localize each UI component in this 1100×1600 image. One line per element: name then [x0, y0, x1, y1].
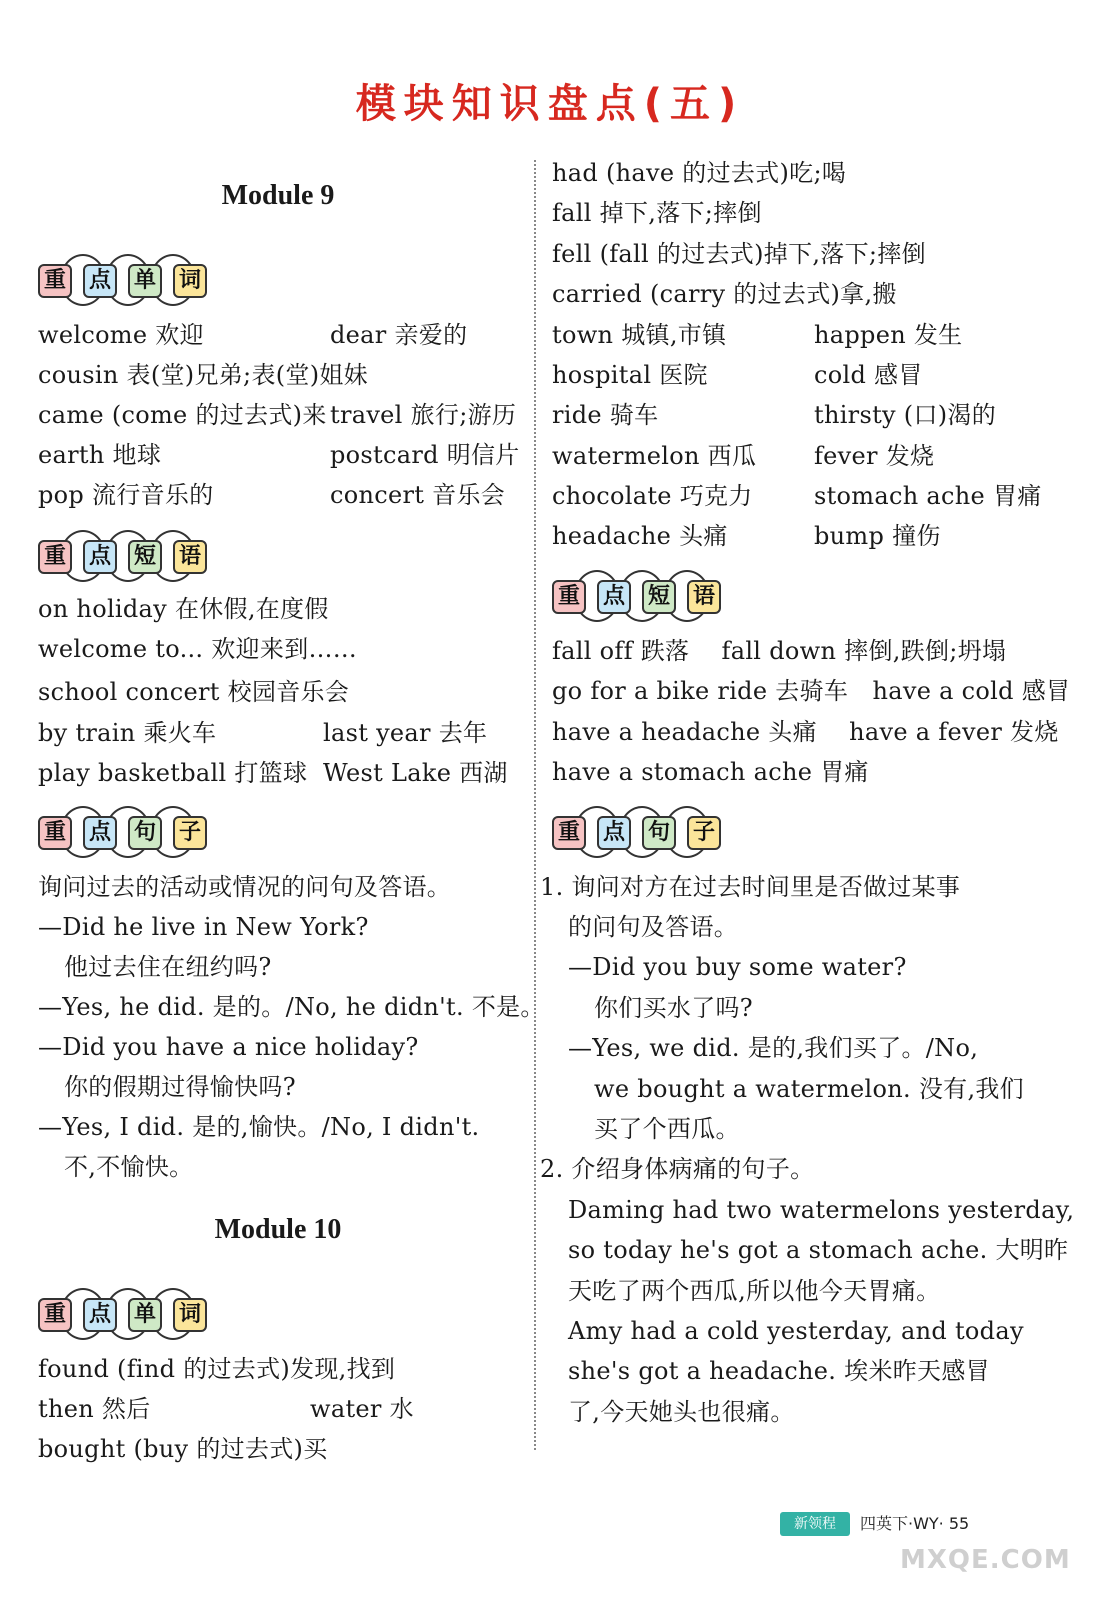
badge-char: 短 — [642, 580, 676, 614]
badge-char: 句 — [642, 816, 676, 850]
sentence-line: 询问过去的活动或情况的问句及答语。 — [38, 873, 452, 901]
column-divider — [534, 160, 536, 1450]
badge-char: 重 — [38, 816, 72, 850]
badge-char: 语 — [173, 540, 207, 574]
word-item: thirsty (口)渴的 — [814, 401, 997, 429]
badge-char: 点 — [597, 816, 631, 850]
sentence-line: 天吃了两个西瓜,所以他今天胃痛。 — [568, 1277, 941, 1305]
brand-tag: 新领程 — [780, 1512, 850, 1536]
sentence-line: —Did you have a nice holiday? — [38, 1033, 419, 1061]
section-badge-key-sentences — [38, 804, 218, 864]
phrase-item: welcome to... 欢迎来到…… — [38, 635, 358, 663]
sentence-line: —Yes, we did. 是的,我们买了。/No, — [568, 1034, 979, 1062]
badge-char: 点 — [83, 1298, 117, 1332]
sentence-line: she's got a headache. 埃米昨天感冒 — [568, 1357, 990, 1385]
phrase-item: go for a bike ride 去骑车 have a cold 感冒 — [552, 677, 1071, 705]
word-item: fever 发烧 — [814, 442, 935, 470]
word-item: travel 旅行;游历 — [330, 401, 517, 429]
sentence-line: 1. 询问对方在过去时间里是否做过某事 — [540, 873, 961, 901]
badge-char: 重 — [552, 580, 586, 614]
phrase-item: play basketball 打篮球 — [38, 759, 308, 787]
section-badge-key-sentences-10 — [552, 804, 732, 864]
module-9-title: Module 9 — [221, 180, 335, 211]
word-item: concert 音乐会 — [330, 481, 506, 509]
phrase-item: fall off 跌落 fall down 摔倒,跌倒;坍塌 — [552, 637, 1007, 665]
module-10-title: Module 10 — [214, 1214, 342, 1245]
word-item: happen 发生 — [814, 321, 963, 349]
badge-char: 词 — [173, 1298, 207, 1332]
word-item: postcard 明信片 — [330, 441, 520, 469]
badge-char: 单 — [128, 264, 162, 298]
page-title: 模块知识盘点(五) — [355, 81, 745, 127]
word-item: hospital 医院 — [552, 361, 708, 389]
badge-char: 子 — [173, 816, 207, 850]
section-badge-key-phrases — [38, 528, 218, 588]
word-item: found (find 的过去式)发现,找到 — [38, 1355, 396, 1383]
word-item: bought (buy 的过去式)买 — [38, 1435, 328, 1463]
word-item: welcome 欢迎 — [38, 321, 204, 349]
badge-char: 语 — [687, 580, 721, 614]
phrase-item: have a headache 头痛 have a fever 发烧 — [552, 718, 1059, 746]
word-item: had (have 的过去式)吃;喝 — [552, 159, 847, 187]
phrase-item: by train 乘火车 — [38, 719, 217, 747]
sentence-line: —Yes, I did. 是的,愉快。/No, I didn't. — [38, 1113, 480, 1141]
sentence-line: 的问句及答语。 — [568, 913, 739, 941]
sentence-line: 他过去住在纽约吗? — [64, 953, 272, 981]
badge-char: 重 — [38, 540, 72, 574]
badge-char: 重 — [38, 264, 72, 298]
section-badge-key-words-10 — [38, 1286, 218, 1346]
badge-char: 点 — [83, 816, 117, 850]
sentence-line: 你们买水了吗? — [594, 994, 753, 1022]
sentence-line: we bought a watermelon. 没有,我们 — [594, 1075, 1024, 1103]
section-badge-key-words — [38, 252, 218, 312]
sentence-line: 2. 介绍身体病痛的句子。 — [540, 1155, 815, 1183]
phrase-item: on holiday 在休假,在度假 — [38, 595, 329, 623]
word-item: stomach ache 胃痛 — [814, 482, 1042, 510]
badge-char: 词 — [173, 264, 207, 298]
word-item: bump 撞伤 — [814, 522, 941, 550]
sentence-line: 了,今天她头也很痛。 — [568, 1398, 795, 1426]
word-item: headache 头痛 — [552, 522, 728, 550]
phrase-item: West Lake 西湖 — [323, 759, 508, 787]
word-item: water 水 — [310, 1395, 414, 1423]
badge-char: 重 — [552, 816, 586, 850]
word-item: cold 感冒 — [814, 361, 923, 389]
page-footer: 四英下·WY· 55 — [860, 1514, 970, 1533]
word-item: cousin 表(堂)兄弟;表(堂)姐妹 — [38, 361, 368, 389]
word-item: chocolate 巧克力 — [552, 482, 753, 510]
word-item: then 然后 — [38, 1395, 151, 1423]
badge-char: 点 — [597, 580, 631, 614]
sentence-line: 不,不愉快。 — [64, 1153, 194, 1181]
sentence-line: Daming had two watermelons yesterday, — [568, 1196, 1075, 1224]
word-item: dear 亲爱的 — [330, 321, 468, 349]
phrase-item: last year 去年 — [323, 719, 488, 747]
badge-char: 点 — [83, 540, 117, 574]
badge-char: 单 — [128, 1298, 162, 1332]
badge-char: 短 — [128, 540, 162, 574]
word-item: fell (fall 的过去式)掉下,落下;摔倒 — [552, 240, 926, 268]
word-item: carried (carry 的过去式)拿,搬 — [552, 280, 897, 308]
phrase-item: school concert 校园音乐会 — [38, 678, 350, 706]
word-item: ride 骑车 — [552, 401, 659, 429]
sentence-line: —Yes, he did. 是的。/No, he didn't. 不是。 — [38, 993, 545, 1021]
badge-char: 重 — [38, 1298, 72, 1332]
sentence-line: 你的假期过得愉快吗? — [64, 1073, 296, 1101]
badge-char: 句 — [128, 816, 162, 850]
sentence-line: 买了个西瓜。 — [594, 1115, 740, 1143]
watermark: MXQE.COM — [900, 1545, 1071, 1575]
phrase-item: have a stomach ache 胃痛 — [552, 758, 869, 786]
word-item: pop 流行音乐的 — [38, 481, 214, 509]
word-item: fall 掉下,落下;摔倒 — [552, 199, 762, 227]
word-item: watermelon 西瓜 — [552, 442, 757, 470]
word-item: town 城镇,市镇 — [552, 321, 727, 349]
badge-char: 点 — [83, 264, 117, 298]
word-item: earth 地球 — [38, 441, 162, 469]
sentence-line: so today he's got a stomach ache. 大明昨 — [568, 1236, 1069, 1264]
badge-char: 子 — [687, 816, 721, 850]
sentence-line: —Did you buy some water? — [568, 953, 907, 981]
sentence-line: —Did he live in New York? — [38, 913, 369, 941]
word-item: came (come 的过去式)来 — [38, 401, 327, 429]
section-badge-key-phrases-10 — [552, 568, 732, 628]
sentence-line: Amy had a cold yesterday, and today — [568, 1317, 1024, 1345]
